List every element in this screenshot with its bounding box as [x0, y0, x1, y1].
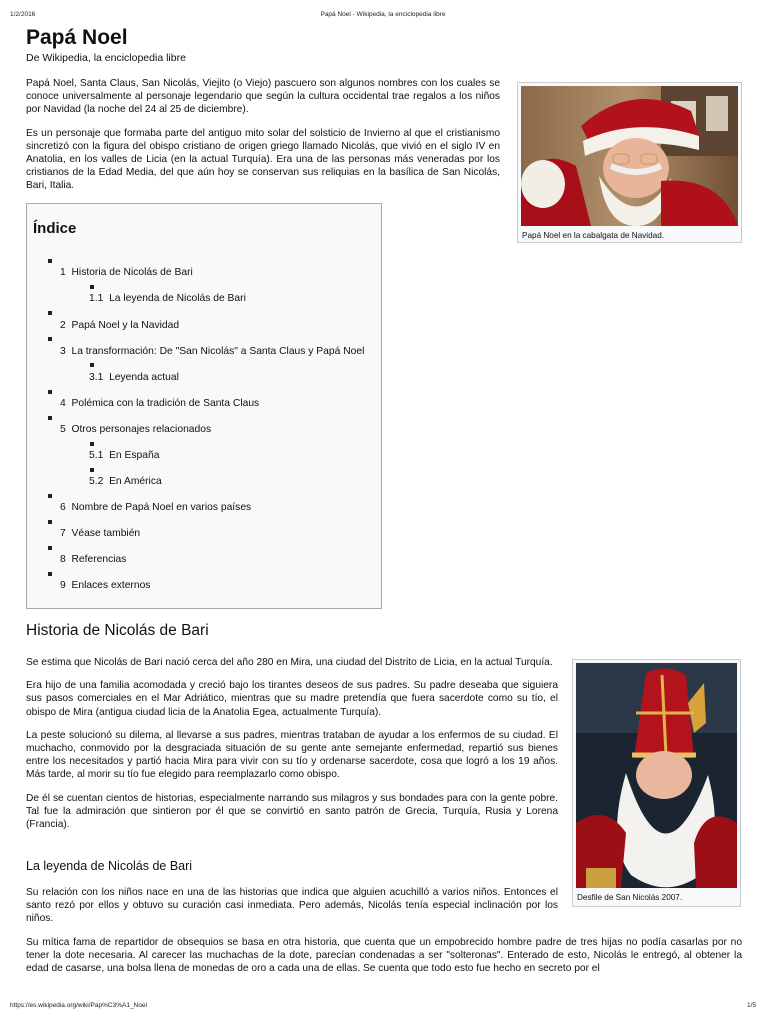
print-url: https://es.wikipedia.org/wiki/Pap%C3%A1_Noel [10, 1002, 147, 1009]
toc-bullet [48, 572, 52, 576]
toc-bullet [48, 520, 52, 524]
sinterklaas-figure [572, 659, 741, 907]
toc-bullet [48, 259, 52, 263]
section-heading-leyenda: La leyenda de Nicolás de Bari [26, 859, 193, 873]
toc-item-5-2[interactable]: 5.2 En América [89, 476, 162, 487]
historia-paragraph-1: Se estima que Nicolás de Bari nació cerca del año 280 en Mira, una ciudad del Distrito de Licia, en la actual Turquía. [26, 657, 553, 668]
toc-item-1-1[interactable]: 1.1 La leyenda de Nicolás de Bari [89, 293, 246, 304]
print-date: 1/2/2016 [10, 11, 36, 18]
sinterklaas-caption: Desfile de San Nicolás 2007. [577, 893, 683, 902]
santa-photo[interactable] [521, 86, 738, 226]
toc-bullet [48, 546, 52, 550]
intro-paragraph-2: Es un personaje que formaba parte del antiguo mito solar del solsticio de Invierno al que el cristianismo sincretizó con la figura del obispo cristiano de origen griego llamado Nicolás, que vivió en el siglo IV en Anatolia, en los valles de Licia (en la actual Turquía). Era una de las personas más veneradas por los cristianos de la Edad Media, del que aún hoy se conservan sus reliquias en la basílica de San Nicolás, Bari, Italia. [26, 127, 500, 192]
toc-bullet [90, 363, 94, 367]
toc-item-2[interactable]: 2 Papá Noel y la Navidad [60, 320, 180, 331]
toc-bullet [90, 285, 94, 289]
toc-item-5[interactable]: 5 Otros personajes relacionados [60, 424, 212, 435]
sinterklaas-photo[interactable] [576, 663, 737, 888]
historia-paragraph-3: La peste solucionó su dilema, al llevarse a sus padres, mientras trataban de ayudar a los enfermos de su ciudad. El muchacho, conmovido por la desgraciada situación de su gente ante semejante enfermedad, repartió sus bienes entre los necesitados y partió hacia Mira para vivir con su tío y ordenarse sacerdote, cosa que logró a los 19 años. Más tarde, al morir su tío fue elegido para reemplazarlo como obispo. [26, 729, 558, 781]
historia-paragraph-4: De él se cuentan cientos de historias, especialmente narrando sus milagros y sus bondades para con la gente pobre. Tal fue la admiración que sintieron por él que se convirtió en santo patrón de Grecia, Turquía, Rusia y Lorena (Francia). [26, 792, 558, 831]
toc-bullet [48, 494, 52, 498]
toc-item-8[interactable]: 8 Referencias [60, 554, 127, 565]
toc-item-4[interactable]: 4 Polémica con la tradición de Santa Claus [60, 398, 260, 409]
santa-image [521, 86, 738, 226]
toc-bullet [90, 468, 94, 472]
toc-item-9[interactable]: 9 Enlaces externos [60, 580, 151, 591]
print-header [10, 11, 756, 18]
toc-bullet [48, 390, 52, 394]
intro-paragraph-1: Papá Noel, Santa Claus, San Nicolás, Viejito (o Viejo) pascuero son algunos nombres con los cuales se conoce universalmente al personaje legendario que según la cultura occidental trae regalos a los niños por Navidad (la noche del 24 al 25 de diciembre). [26, 78, 500, 116]
toc-item-7[interactable]: 7 Véase también [60, 528, 141, 539]
toc-item-3-1[interactable]: 3.1 Leyenda actual [89, 372, 179, 383]
article-subtitle: De Wikipedia, la enciclopedia libre [26, 52, 186, 64]
toc-bullet [90, 442, 94, 446]
santa-caption: Papá Noel en la cabalgata de Navidad. [522, 231, 665, 240]
section-leyenda-body-1 [26, 886, 558, 936]
print-page-title: Papá Noel - Wikipedia, la enciclopedia libre [320, 11, 446, 18]
toc-item-1[interactable]: 1 Historia de Nicolás de Bari [60, 267, 193, 278]
santa-figure [517, 82, 742, 243]
leyenda-paragraph-2: Su mítica fama de repartidor de obsequios se basa en otra historia, que cuenta que un empobrecido hombre padre de tres hijas no podía casarlas por no tener la dote necesaria. Al carecer las muchachas de la dote, parecían condenadas a ser "solteronas". Enterado de esto, Nicolás le entregó, al obtener la edad de casarse, una bolsa llena de monedas de oro a cada una de ellas. Se cuenta que todo esto fue hecho en secreto por el [26, 937, 742, 975]
historia-paragraph-2: Era hijo de una familia acomodada y creció bajo los tirantes deseos de sus padres. Su padre deseaba que siguiera sus pasos comerciales en el Mar Adriático, mientras que su madre pretendía que fuera sacerdote como su tío, el obispo de Mira (antigua ciudad licia de la Anatolia Egea, actualmente Turquía). [26, 680, 558, 718]
section-heading-historia: Historia de Nicolás de Bari [26, 622, 209, 639]
toc-title: Índice [33, 220, 77, 237]
sinterklaas-image [576, 663, 737, 888]
toc-bullet [48, 416, 52, 420]
article-content [26, 24, 742, 975]
article-title: Papá Noel [26, 26, 128, 49]
table-of-contents [26, 203, 382, 609]
toc-item-5-1[interactable]: 5.1 En España [89, 450, 160, 461]
toc-bullet [48, 337, 52, 341]
leyenda-paragraph-1: Su relación con los niños nace en una de las historias que indica que alguien acuchilló a varios niños. Entonces el santo rezó por ellos y obtuvo su curación casi inmediata. Pero además, Nicolás tenía especial inclinación por los niños. [26, 887, 558, 925]
toc-bullet [48, 311, 52, 315]
toc-item-6[interactable]: 6 Nombre de Papá Noel en varios países [60, 502, 252, 513]
section-historia-body [26, 656, 558, 841]
print-page-number: 1/5 [746, 1002, 756, 1009]
print-footer [10, 1002, 756, 1009]
section-leyenda-body-2 [26, 936, 742, 986]
toc-item-3[interactable]: 3 La transformación: De "San Nicolás" a Santa Claus y Papá Noel [60, 346, 365, 357]
